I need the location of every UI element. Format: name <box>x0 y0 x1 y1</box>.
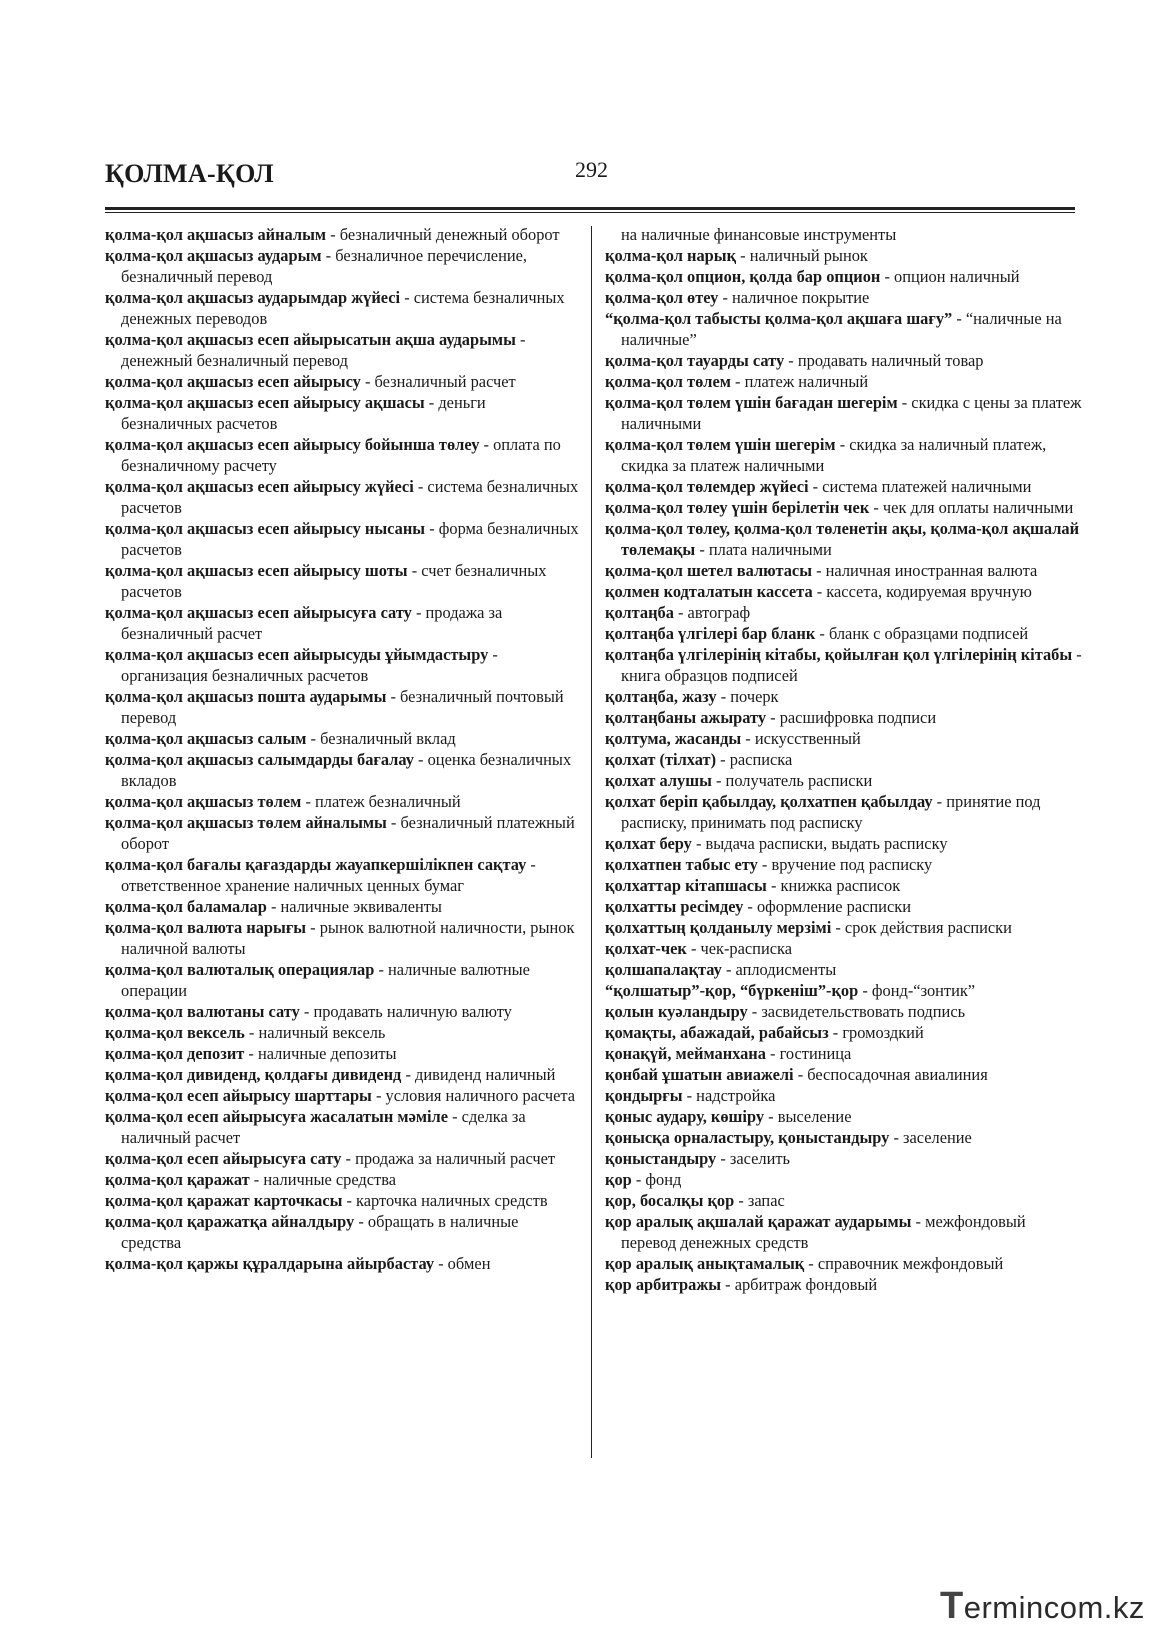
dictionary-entry <box>105 1085 580 1106</box>
dictionary-entry <box>105 1106 580 1148</box>
entry-definition: - безналичный расчет <box>360 372 516 391</box>
dictionary-entry <box>605 1106 1082 1127</box>
entry-definition: - “наличные на наличные” <box>621 309 1062 349</box>
dictionary-entry <box>605 1274 1082 1295</box>
entry-definition: - обмен <box>434 1254 491 1273</box>
dictionary-entry <box>105 1064 580 1085</box>
dictionary-entry <box>605 1022 1082 1043</box>
dictionary-entry <box>605 1127 1082 1148</box>
dictionary-entry <box>605 623 1082 644</box>
entry-term: қолма-қол дивиденд, қолдағы дивиденд <box>105 1065 402 1084</box>
entry-term: қор аралық ақшалай қаражат аударымы <box>605 1212 912 1231</box>
dictionary-entry <box>605 791 1082 833</box>
dictionary-entry <box>105 1253 580 1274</box>
dictionary-entry <box>605 854 1082 875</box>
entry-term: қолтаңба, жазу <box>605 687 717 706</box>
entry-term: қолма-қол есеп айырысу шарттары <box>105 1086 372 1105</box>
entry-definition: - вручение под расписку <box>757 855 933 874</box>
dictionary-entry <box>605 749 1082 770</box>
entry-term: қолма-қол опцион, қолда бар опцион <box>605 267 881 286</box>
entry-definition: - опцион наличный <box>880 267 1020 286</box>
page-number: 292 <box>575 157 608 182</box>
entry-definition: - продажа за безналичный расчет <box>121 603 503 643</box>
dictionary-entry <box>605 371 1082 392</box>
dictionary-entry <box>105 812 580 854</box>
entry-definition: - наличные депозиты <box>244 1044 397 1063</box>
entry-definition: - наличная иностранная валюта <box>812 561 1038 580</box>
termincom-logo <box>940 1585 1145 1629</box>
entry-term: қолма-қол төлем үшін бағадан шегерім <box>605 393 898 412</box>
dictionary-entry <box>105 371 580 392</box>
entry-definition: - денежный безналичный перевод <box>121 330 526 370</box>
dictionary-entry <box>105 896 580 917</box>
dictionary-entry <box>105 245 580 287</box>
column-divider <box>591 226 592 1458</box>
dictionary-entry <box>605 581 1082 602</box>
entry-term: қолма-қол ақшасыз аударымдар жүйесі <box>105 288 401 307</box>
dictionary-entry <box>605 266 1082 287</box>
entry-term: қолма-қол қаражат карточкасы <box>105 1191 343 1210</box>
entry-term: қонақүй, мейманхана <box>605 1044 766 1063</box>
entry-term: қолхат алушы <box>605 771 712 790</box>
dictionary-entry <box>605 518 1082 560</box>
entry-definition: - дивиденд наличный <box>401 1065 556 1084</box>
dictionary-entry <box>605 476 1082 497</box>
entry-definition: - гостиница <box>765 1044 852 1063</box>
page-header <box>105 155 1075 211</box>
logo-text: ermincom.kz <box>963 1590 1145 1625</box>
dictionary-entry <box>605 392 1082 434</box>
entry-term: қолхатпен табыс ету <box>605 855 758 874</box>
dictionary-entry <box>105 224 580 245</box>
dictionary-entry <box>105 476 580 518</box>
dictionary-entry <box>105 686 580 728</box>
entry-definition: - продавать наличный товар <box>784 351 984 370</box>
entry-definition: - фонд-“зонтик” <box>858 981 976 1000</box>
entry-term: қолма-қол ақшасыз есеп айырысу жүйесі <box>105 477 414 496</box>
entry-term: қолма-қол депозит <box>105 1044 245 1063</box>
entry-definition: - обращать в наличные средства <box>121 1212 519 1252</box>
dictionary-entry <box>105 518 580 560</box>
entry-definition: - беспосадочная авиалиния <box>793 1065 988 1084</box>
entry-definition: - кассета, кодируемая вручную <box>812 582 1032 601</box>
entry-term: қолма-қол валюта нарығы <box>105 918 307 937</box>
entry-definition: - форма безналичных расчетов <box>121 519 579 559</box>
entry-term: қолтаңбаны ажырату <box>605 708 767 727</box>
dictionary-entry <box>105 1022 580 1043</box>
dictionary-entry <box>105 1148 580 1169</box>
header-rule-thin <box>105 212 1075 213</box>
entry-definition: - безналичное перечисление, безналичный перевод <box>121 246 527 286</box>
entry-term: қолма-қол ақшасыз есеп айырысу ақшасы <box>105 393 425 412</box>
entry-term: қолма-қол ақшасыз салым <box>105 729 307 748</box>
entry-term: қолма-қол есеп айырысуға жасалатын мәміле <box>105 1107 449 1126</box>
entry-definition: - заселение <box>889 1128 972 1147</box>
entry-term: қолма-қол ақшасыз төлем айналымы <box>105 813 387 832</box>
entry-term: қолхатты ресімдеу <box>605 897 744 916</box>
entry-definition: - система безналичных денежных переводов <box>121 288 565 328</box>
entry-term: қолма-қол валютаны сату <box>105 1002 300 1021</box>
entry-term: қор, босалқы қор <box>605 1191 735 1210</box>
entry-term: қолма-қол қаражат <box>105 1170 250 1189</box>
dictionary-entry <box>605 308 1082 350</box>
dictionary-entry <box>105 791 580 812</box>
dictionary-entry <box>105 560 580 602</box>
entry-term: қолма-қол ақшасыз аударым <box>105 246 322 265</box>
entry-definition: - безналичный почтовый перевод <box>121 687 564 727</box>
entry-definition: - фонд <box>631 1170 682 1189</box>
entry-term: қолма-қол шетел валютасы <box>605 561 812 580</box>
entry-term: қолтума, жасанды <box>605 729 742 748</box>
dictionary-entry <box>605 833 1082 854</box>
entry-term: қолхат беріп қабылдау, қолхатпен қабылдау <box>605 792 933 811</box>
entry-definition: - аплодисменты <box>721 960 837 979</box>
entry-definition: - плата наличными <box>695 540 832 559</box>
entry-definition: - система безналичных расчетов <box>121 477 579 517</box>
dictionary-entry <box>605 1085 1082 1106</box>
entry-definition: - почерк <box>716 687 779 706</box>
entry-definition: - справочник межфондовый <box>804 1254 1004 1273</box>
entry-definition: - скидка за наличный платеж, скидка за платеж наличными <box>621 435 1047 475</box>
entry-term: қолма-қол төлем үшін шегерім <box>605 435 836 454</box>
entry-definition: - организация безналичных расчетов <box>121 645 498 685</box>
entry-term: қолма-қол нарық <box>605 246 737 265</box>
dictionary-entry <box>105 854 580 896</box>
dictionary-entry <box>605 1064 1082 1085</box>
dictionary-entry <box>605 728 1082 749</box>
dictionary-entry <box>605 917 1082 938</box>
entry-term: қолма-қол баламалар <box>105 897 267 916</box>
dictionary-entry <box>605 707 1082 728</box>
entry-term: қолхаттар кітапшасы <box>605 876 767 895</box>
entry-definition: - продавать наличную валюту <box>299 1002 512 1021</box>
entry-term: қор <box>605 1170 632 1189</box>
entry-definition: - наличное покрытие <box>718 288 870 307</box>
entry-term: қондырғы <box>605 1086 683 1105</box>
dictionary-entry <box>105 1190 580 1211</box>
entry-term: “қолма-қол табысты қолма-қол ақшаға шағу” <box>605 309 953 328</box>
entry-term: қолма-қол төлем <box>605 372 731 391</box>
entry-term: қолма-қол валюталық операциялар <box>105 960 375 979</box>
dictionary-entry <box>605 1190 1082 1211</box>
dictionary-entry <box>605 497 1082 518</box>
entry-term: қолма-қол ақшасыз айналым <box>105 225 327 244</box>
entry-term: қолма-қол төлеу, қолма-қол төленетін ақы, қолма-қол ақшалай төлемақы <box>605 519 1080 559</box>
entry-definition: - выселение <box>764 1107 852 1126</box>
entry-definition: - рынок валютной наличности, рынок наличной валюты <box>121 918 575 958</box>
dictionary-entry <box>605 287 1082 308</box>
dictionary-entry <box>105 602 580 644</box>
entry-term: қолма-қол тауарды сату <box>605 351 785 370</box>
dictionary-entry <box>105 644 580 686</box>
entry-term: қолхат-чек <box>605 939 687 958</box>
entry-definition: - безналичный платежный оборот <box>121 813 575 853</box>
entry-definition: - запас <box>734 1191 785 1210</box>
entry-term: қолма-қол ақшасыз есеп айырысуды ұйымдастыру <box>105 645 489 664</box>
dictionary-entry <box>605 770 1082 791</box>
entry-definition: - заселить <box>716 1149 790 1168</box>
dictionary-entry <box>605 1148 1082 1169</box>
dictionary-entry <box>605 1211 1082 1253</box>
entry-definition: - ответственное хранение наличных ценных бумаг <box>121 855 536 895</box>
entry-definition: - система платежей наличными <box>808 477 1032 496</box>
entry-term: қолхат беру <box>605 834 692 853</box>
entry-definition: - наличный вексель <box>244 1023 386 1042</box>
entry-term: қор аралық анықтамалық <box>605 1254 805 1273</box>
dictionary-entry <box>105 917 580 959</box>
entry-term: қолма-қол төлемдер жүйесі <box>605 477 809 496</box>
entry-term: қоныс аудару, көшіру <box>605 1107 765 1126</box>
dictionary-entry <box>605 686 1082 707</box>
dictionary-entry <box>605 1001 1082 1022</box>
entry-definition: - платеж наличный <box>730 372 869 391</box>
dictionary-entry <box>105 749 580 791</box>
entry-term: қолхат (тілхат) <box>605 750 717 769</box>
entry-definition: - платеж безналичный <box>301 792 461 811</box>
logo-letter: T <box>940 1585 964 1627</box>
entry-definition: - сделка за наличный расчет <box>121 1107 526 1147</box>
entry-definition: - межфондовый перевод денежных средств <box>621 1212 1026 1252</box>
entry-term: қолма-қол ақшасыз есеп айырысу <box>105 372 361 391</box>
left-column <box>105 224 580 1274</box>
entry-definition: - карточка наличных средств <box>342 1191 548 1210</box>
entry-term: қолма-қол ақшасыз есеп айырысу шоты <box>105 561 408 580</box>
entry-term: қолма-қол ақшасыз пошта аударымы <box>105 687 387 706</box>
entry-definition: - деньги безналичных расчетов <box>121 393 486 433</box>
entry-definition: - безналичный вклад <box>306 729 456 748</box>
entry-term: қолма-қол төлеу үшін берілетін чек <box>605 498 870 517</box>
entry-definition: - принятие под расписку, принимать под расписку <box>621 792 1041 832</box>
dictionary-entry <box>605 644 1082 686</box>
entry-term: қолтаңба <box>605 603 674 622</box>
dictionary-entry <box>605 938 1082 959</box>
entry-term: қолма-қол ақшасыз есеп айырысуға сату <box>105 603 412 622</box>
entry-term: қолма-қол ақшасыз есеп айырысу бойынша төлеу <box>105 435 480 454</box>
dictionary-entry <box>105 1043 580 1064</box>
entry-definition: - книга образцов подписей <box>621 645 1082 685</box>
entry-definition: - расшифровка подписи <box>766 708 937 727</box>
entry-definition: - продажа за наличный расчет <box>341 1149 556 1168</box>
entry-definition: - бланк с образцами подписей <box>815 624 1029 643</box>
entry-definition: - наличные эквиваленты <box>266 897 442 916</box>
entry-term: қолмен кодталатын кассета <box>605 582 813 601</box>
dictionary-entry <box>605 434 1082 476</box>
entry-term: қолма-қол ақшасыз салымдарды бағалау <box>105 750 414 769</box>
entry-definition: - получатель расписки <box>711 771 873 790</box>
entry-term: қолтаңба үлгілері бар бланк <box>605 624 816 643</box>
entry-definition: - автограф <box>673 603 751 622</box>
entry-definition: - оплата по безналичному расчету <box>121 435 561 475</box>
entry-term: қолма-қол ақшасыз есеп айырысу нысаны <box>105 519 426 538</box>
dictionary-entry <box>605 350 1082 371</box>
entry-definition: - чек для оплаты наличными <box>869 498 1074 517</box>
entry-term: қолма-қол бағалы қағаздарды жауапкершілікпен сақтау <box>105 855 527 874</box>
header-rule <box>105 207 1075 210</box>
dictionary-entry <box>605 896 1082 917</box>
dictionary-entry <box>105 728 580 749</box>
dictionary-entry <box>105 434 580 476</box>
dictionary-entry <box>605 959 1082 980</box>
dictionary-entry <box>605 1169 1082 1190</box>
entry-term: қолма-қол ақшасыз есеп айырысатын ақша аударымы <box>105 330 516 349</box>
entry-definition: - оценка безналичных вкладов <box>121 750 572 790</box>
dictionary-entry <box>105 1211 580 1253</box>
entry-definition: - громоздкий <box>828 1023 924 1042</box>
entry-term: қонбай ұшатын авиажелі <box>605 1065 794 1084</box>
dictionary-entry <box>105 392 580 434</box>
entry-term: қолтаңба үлгілерінің кітабы, қойылған қол үлгілерінің кітабы <box>605 645 1073 664</box>
entry-definition: - скидка с цены за платеж наличными <box>621 393 1082 433</box>
entry-term: қонысқа орналастыру, қоныстандыру <box>605 1128 890 1147</box>
entry-definition: - условия наличного расчета <box>371 1086 576 1105</box>
entry-definition: - безналичный денежный оборот <box>326 225 560 244</box>
entry-definition: - наличные средства <box>249 1170 397 1189</box>
entry-term: қоныстандыру <box>605 1149 717 1168</box>
dictionary-entry <box>605 245 1082 266</box>
dictionary-entry <box>605 1253 1082 1274</box>
entry-definition: - расписка <box>716 750 793 769</box>
entry-term: “қолшатыр”-қор, “бүркеніш”-қор <box>605 981 859 1000</box>
entry-definition: - выдача расписки, выдать расписку <box>691 834 948 853</box>
dictionary-entry <box>105 1001 580 1022</box>
entry-definition: - арбитраж фондовый <box>721 1275 878 1294</box>
entry-term: қор арбитражы <box>605 1275 722 1294</box>
entry-definition: - искусственный <box>741 729 861 748</box>
entry-term: қолма-қол өтеу <box>605 288 719 307</box>
entry-term: қолма-қол есеп айырысуға сату <box>105 1149 342 1168</box>
entry-definition: - книжка расписок <box>766 876 901 895</box>
dictionary-entry <box>105 287 580 329</box>
entry-definition: - чек-расписка <box>686 939 792 958</box>
running-headword: ҚОЛМА-ҚОЛ <box>105 159 274 188</box>
entry-definition: - срок действия расписки <box>831 918 1012 937</box>
dictionary-entry <box>605 1043 1082 1064</box>
entry-term: қолма-қол ақшасыз төлем <box>105 792 302 811</box>
entry-term: қомақты, абажадай, рабайсыз <box>605 1023 829 1042</box>
entry-definition: - оформление расписки <box>743 897 911 916</box>
dictionary-entry <box>105 1169 580 1190</box>
dictionary-entry <box>105 329 580 371</box>
right-column <box>605 224 1082 1295</box>
entry-term: қолын куәландыру <box>605 1002 748 1021</box>
dictionary-entry <box>605 560 1082 581</box>
dictionary-entry <box>605 980 1082 1001</box>
entry-term: қолхаттың қолданылу мерзімі <box>605 918 832 937</box>
dictionary-entry <box>605 875 1082 896</box>
dictionary-entry <box>605 602 1082 623</box>
entry-definition: - счет безналичных расчетов <box>121 561 547 601</box>
entry-definition: - надстройка <box>682 1086 776 1105</box>
entry-term: қолшапалақтау <box>605 960 722 979</box>
continued-definition: на наличные финансовые инструменты <box>621 225 897 244</box>
entry-definition: - наличный рынок <box>736 246 868 265</box>
entry-term: қолма-қол қаржы құралдарына айырбастау <box>105 1254 435 1273</box>
entry-definition: - засвидетельствовать подпись <box>747 1002 966 1021</box>
entry-term: қолма-қол вексель <box>105 1023 245 1042</box>
dictionary-entry <box>105 959 580 1001</box>
entry-definition: - наличные валютные операции <box>121 960 530 1000</box>
entry-term: қолма-қол қаражатқа айналдыру <box>105 1212 355 1231</box>
